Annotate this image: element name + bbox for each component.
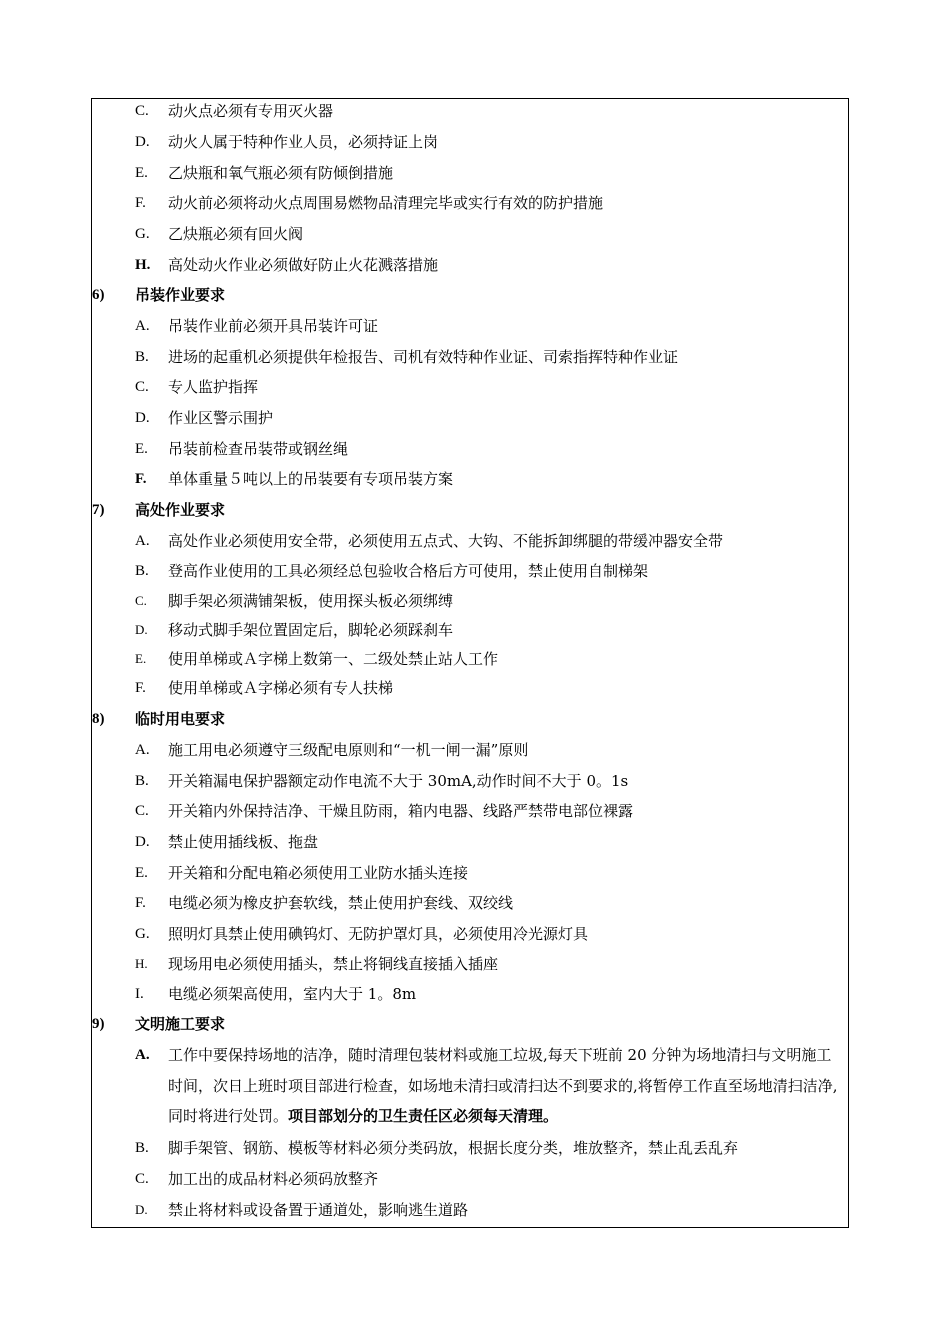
item-text: 施工用电必须遵守三级配电原则和“一机一闸一漏”原则 xyxy=(168,741,529,759)
item-text: 电缆必须为橡皮护套软线，禁止使用护套线、双绞线 xyxy=(168,894,514,912)
item-text: 动火前必须将动火点周围易燃物品清理完毕或实行有效的防护措施 xyxy=(168,194,604,212)
item-letter: G. xyxy=(135,226,150,242)
item-text: 高处作业必须使用安全带，必须使用五点式、大钩、不能拆卸绑腿的带缓冲器安全带 xyxy=(168,532,724,550)
item-emphasis: 项目部划分的卫生责任区必须每天清理。 xyxy=(288,1107,559,1125)
section-title: 高处作业要求 xyxy=(135,501,226,519)
item-text: 动火点必须有专用灭火器 xyxy=(168,102,334,120)
item-letter: C. xyxy=(135,593,147,608)
item-text: 进场的起重机必须提供年检报告、司机有效特种作业证、司索指挥特种作业证 xyxy=(168,348,679,366)
item-text: 禁止使用插线板、拖盘 xyxy=(168,833,319,851)
item-letter: B. xyxy=(135,349,149,365)
item-text: 单体重量５吨以上的吊装要有专项吊装方案 xyxy=(168,470,454,488)
item-letter: D. xyxy=(135,622,148,637)
item-text: 专人监护指挥 xyxy=(168,378,259,396)
item-letter: C. xyxy=(135,103,149,119)
item-text: 脚手架必须满铺架板，使用探头板必须绑缚 xyxy=(168,592,454,610)
item-letter: D. xyxy=(135,134,150,150)
item-letter: E. xyxy=(135,865,148,881)
item-text: 工作中要保持场地的洁净，随时清理包装材料或施工垃圾,每天下班前 20 分钟为场地清扫与文明施工时间，次日上班时项目部进行检查，如场地未清扫或清扫达不到要求的,将暂停工作直至场地清扫洁净,同时将进行处罚。 xyxy=(168,1046,838,1125)
item-text: 乙炔瓶必须有回火阀 xyxy=(168,225,304,243)
item-letter: F. xyxy=(135,895,146,911)
item-text: 电缆必须架高使用，室内大于 1。8m xyxy=(168,985,417,1003)
item-text: 照明灯具禁止使用碘钨灯、无防护罩灯具，必须使用冷光源灯具 xyxy=(168,925,589,943)
item-text: 开关箱内外保持洁净、干燥且防雨，箱内电器、线路严禁带电部位裸露 xyxy=(168,802,634,820)
section-number: 9) xyxy=(92,1016,105,1032)
item-text: 动火人属于特种作业人员，必须持证上岗 xyxy=(168,133,439,151)
item-letter: A. xyxy=(135,533,150,549)
item-text: 乙炔瓶和氧气瓶必须有防倾倒措施 xyxy=(168,164,394,182)
item-text: 作业区警示围护 xyxy=(168,409,274,427)
item-letter: D. xyxy=(135,834,150,850)
item-text: 登高作业使用的工具必须经总包验收合格后方可使用，禁止使用自制梯架 xyxy=(168,562,649,580)
item-text: 现场用电必须使用插头，禁止将铜线直接插入插座 xyxy=(168,955,499,973)
item-letter: A. xyxy=(135,742,150,758)
document-frame xyxy=(91,98,849,1228)
item-text: 吊装作业前必须开具吊装许可证 xyxy=(168,317,379,335)
section-title: 吊装作业要求 xyxy=(135,286,226,304)
item-text: 禁止将材料或设备置于通道处，影响逃生道路 xyxy=(168,1201,469,1219)
item-letter: A. xyxy=(135,1047,150,1063)
item-text: 加工出的成品材料必须码放整齐 xyxy=(168,1170,379,1188)
item-letter: C. xyxy=(135,1171,149,1187)
item-letter: F. xyxy=(135,680,146,696)
item-letter: D. xyxy=(135,1202,148,1217)
document-content xyxy=(92,99,848,1227)
item-letter: D. xyxy=(135,410,150,426)
item-letter: F. xyxy=(135,195,146,211)
section-title: 临时用电要求 xyxy=(135,710,226,728)
item-letter: A. xyxy=(135,318,150,334)
item-letter: G. xyxy=(135,926,150,942)
item-text: 开关箱和分配电箱必须使用工业防水插头连接 xyxy=(168,864,469,882)
item-letter: H. xyxy=(135,257,151,273)
item-letter: E. xyxy=(135,441,148,457)
item-letter: B. xyxy=(135,1140,149,1156)
item-text: 使用单梯或Ａ字梯必须有专人扶梯 xyxy=(168,679,394,697)
section-number: 7) xyxy=(92,502,105,518)
item-text: 使用单梯或Ａ字梯上数第一、二级处禁止站人工作 xyxy=(168,650,499,668)
item-text: 开关箱漏电保护器额定动作电流不大于 30mA,动作时间不大于 0。1s xyxy=(168,772,629,790)
item-text: 移动式脚手架位置固定后，脚轮必须踩刹车 xyxy=(168,621,454,639)
section-number: 6) xyxy=(92,287,105,303)
item-text: 高处动火作业必须做好防止火花溅落措施 xyxy=(168,256,439,274)
section-number: 8) xyxy=(92,711,105,727)
item-letter: E. xyxy=(135,165,148,181)
section-title: 文明施工要求 xyxy=(135,1015,226,1033)
item-text: 脚手架管、钢筋、模板等材料必须分类码放，根据长度分类，堆放整齐，禁止乱丢乱弃 xyxy=(168,1139,739,1157)
item-letter: E. xyxy=(135,651,147,666)
item-letter: I. xyxy=(135,986,144,1002)
item-letter: B. xyxy=(135,563,149,579)
item-paragraph xyxy=(168,1040,844,1132)
item-letter: C. xyxy=(135,803,149,819)
item-letter: F. xyxy=(135,471,147,487)
item-letter: H. xyxy=(135,956,148,971)
item-text: 吊装前检查吊装带或钢丝绳 xyxy=(168,440,349,458)
item-letter: C. xyxy=(135,379,149,395)
item-letter: B. xyxy=(135,773,149,789)
